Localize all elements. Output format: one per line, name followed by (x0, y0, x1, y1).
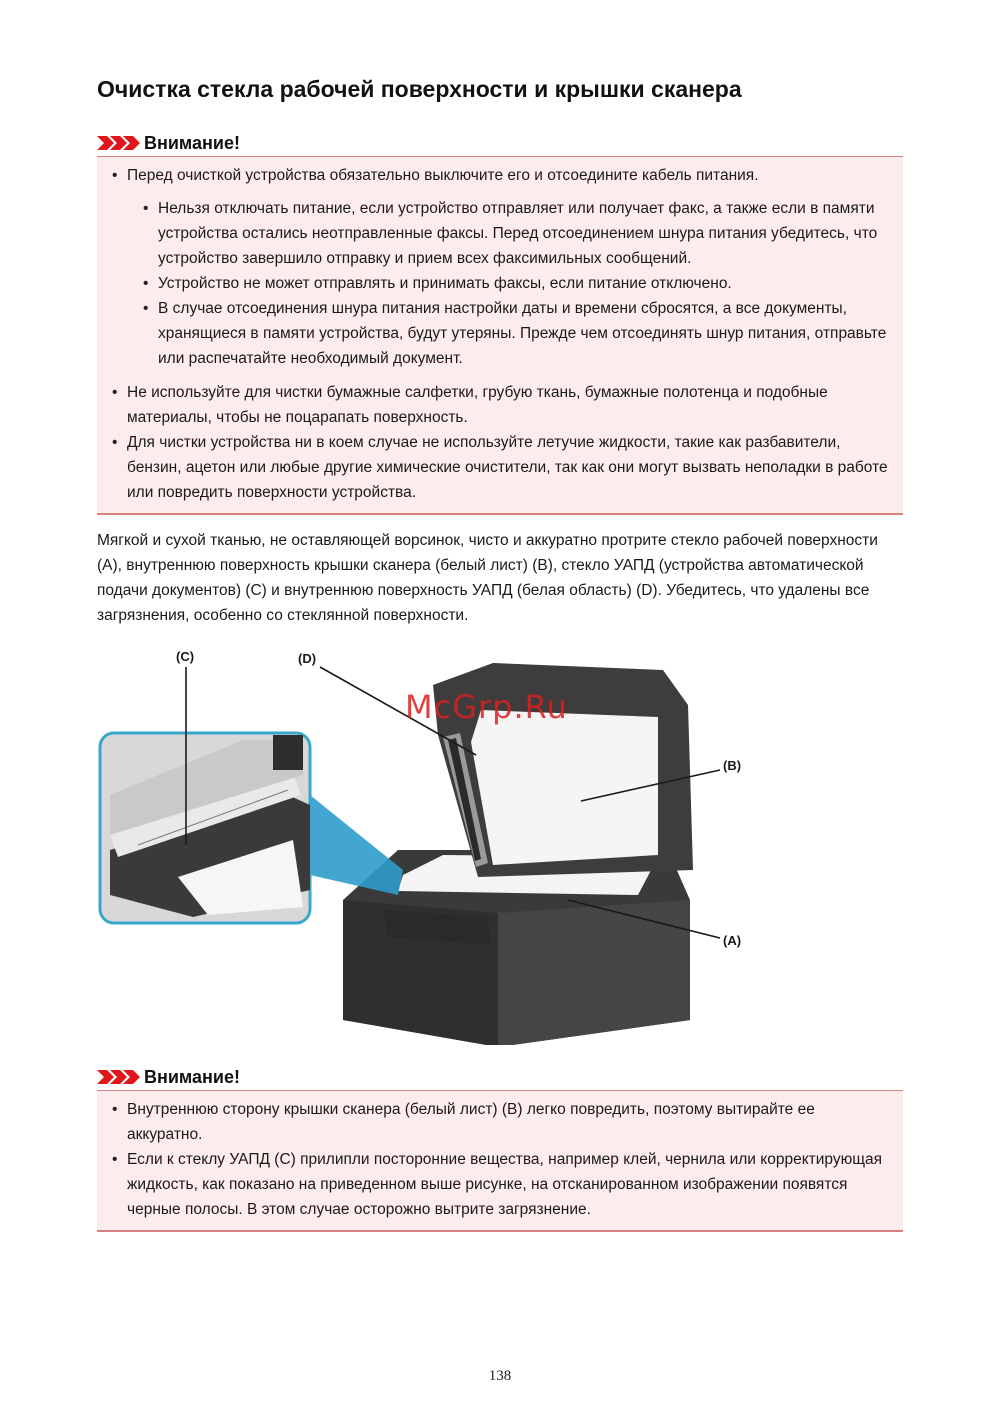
list-item: • Для чистки устройства ни в коем случае не используйте летучие жидкости, такие как разбавители, бензин, ацетон или любые другие химические очистители, так как они могут вызвать неполадки в работе или повредить поверхности устройства. (110, 430, 891, 505)
list-item: • Устройство не может отправлять и принимать факсы, если питание отключено. (141, 271, 891, 296)
attention-box-2 (97, 1064, 903, 1232)
instruction-paragraph: Мягкой и сухой тканью, не оставляющей ворсинок, чисто и аккуратно протрите стекло рабочей поверхности (A), внутреннюю поверхность крышки сканера (белый лист) (B), стекло УАПД (устройства автоматической подачи документов) (C) и внутреннюю поверхность УАПД (белая область) (D). Убедитесь, что удалены все загрязнения, особенно со стеклянной поверхности. (97, 532, 878, 624)
list-item: • Перед очисткой устройства обязательно выключите его и отсоедините кабель питания. • Нельзя отключать питание, если устройство отправляет или получает факс, а также если в памяти устройства остались неотправленные факсы. Перед отсоединением шнура питания убедитесь, что устройство завершило отправку и прием всех факсимильных сообщений. • Устройство не может отправлять и принимать факсы, если питание отключено. • В случае отсоединения шнура питания настройки даты и времени сбросятся, а все документы, хранящиеся в памяти устройства, будут утеряны. Прежде чем отсоединять шнур питания, отправьте или распечатайте необходимый документ. (110, 163, 891, 371)
label-d: (D) (298, 651, 317, 666)
label-a: (A) (723, 933, 742, 948)
attention-body (97, 157, 903, 515)
attention-header (97, 130, 903, 157)
warning-chevrons-icon (97, 134, 141, 152)
label-c: (C) (176, 649, 195, 664)
watermark: McGrp.Ru (405, 688, 568, 726)
list-item: • Нельзя отключать питание, если устройство отправляет или получает факс, а также если в памяти устройства остались неотправленные факсы. Перед отсоединением шнура питания убедитесь, что устройство завершило отправку и прием всех факсимильных сообщений. (141, 196, 891, 271)
list-item: • В случае отсоединения шнура питания настройки даты и времени сбросятся, а все документы, хранящиеся в памяти устройства, будут утеряны. Прежде чем отсоединять шнур питания, отправьте или распечатайте необходимый документ. (141, 296, 891, 371)
attention-title: Внимание! (144, 1066, 240, 1087)
label-b: (B) (723, 758, 742, 773)
list-item: • Если к стеклу УАПД (C) прилипли посторонние вещества, например клей, чернила или корректирующая жидкость, как показано на приведенном выше рисунке, на отсканированном изображении появятся черные полосы. В этом случае осторожно вытрите загрязнение. (110, 1147, 891, 1222)
lid-white-sheet (471, 710, 658, 865)
warning-chevrons-icon (97, 1068, 141, 1086)
attention-box-1 (97, 130, 903, 515)
sub-list (141, 196, 891, 371)
attention-title: Внимание! (144, 132, 240, 153)
attention-body (97, 1091, 903, 1232)
attention-header (97, 1064, 903, 1091)
page-number: 138 (488, 1368, 512, 1384)
list-item: • Внутреннюю сторону крышки сканера (белый лист) (B) легко повредить, поэтому вытирайте ее аккуратно. (110, 1097, 891, 1147)
list-item: • Не используйте для чистки бумажные салфетки, грубую ткань, бумажные полотенца и подобные материалы, чтобы не поцарапать поверхность. (110, 380, 891, 430)
page-title: Очистка стекла рабочей поверхности и крышки сканера (97, 76, 742, 102)
